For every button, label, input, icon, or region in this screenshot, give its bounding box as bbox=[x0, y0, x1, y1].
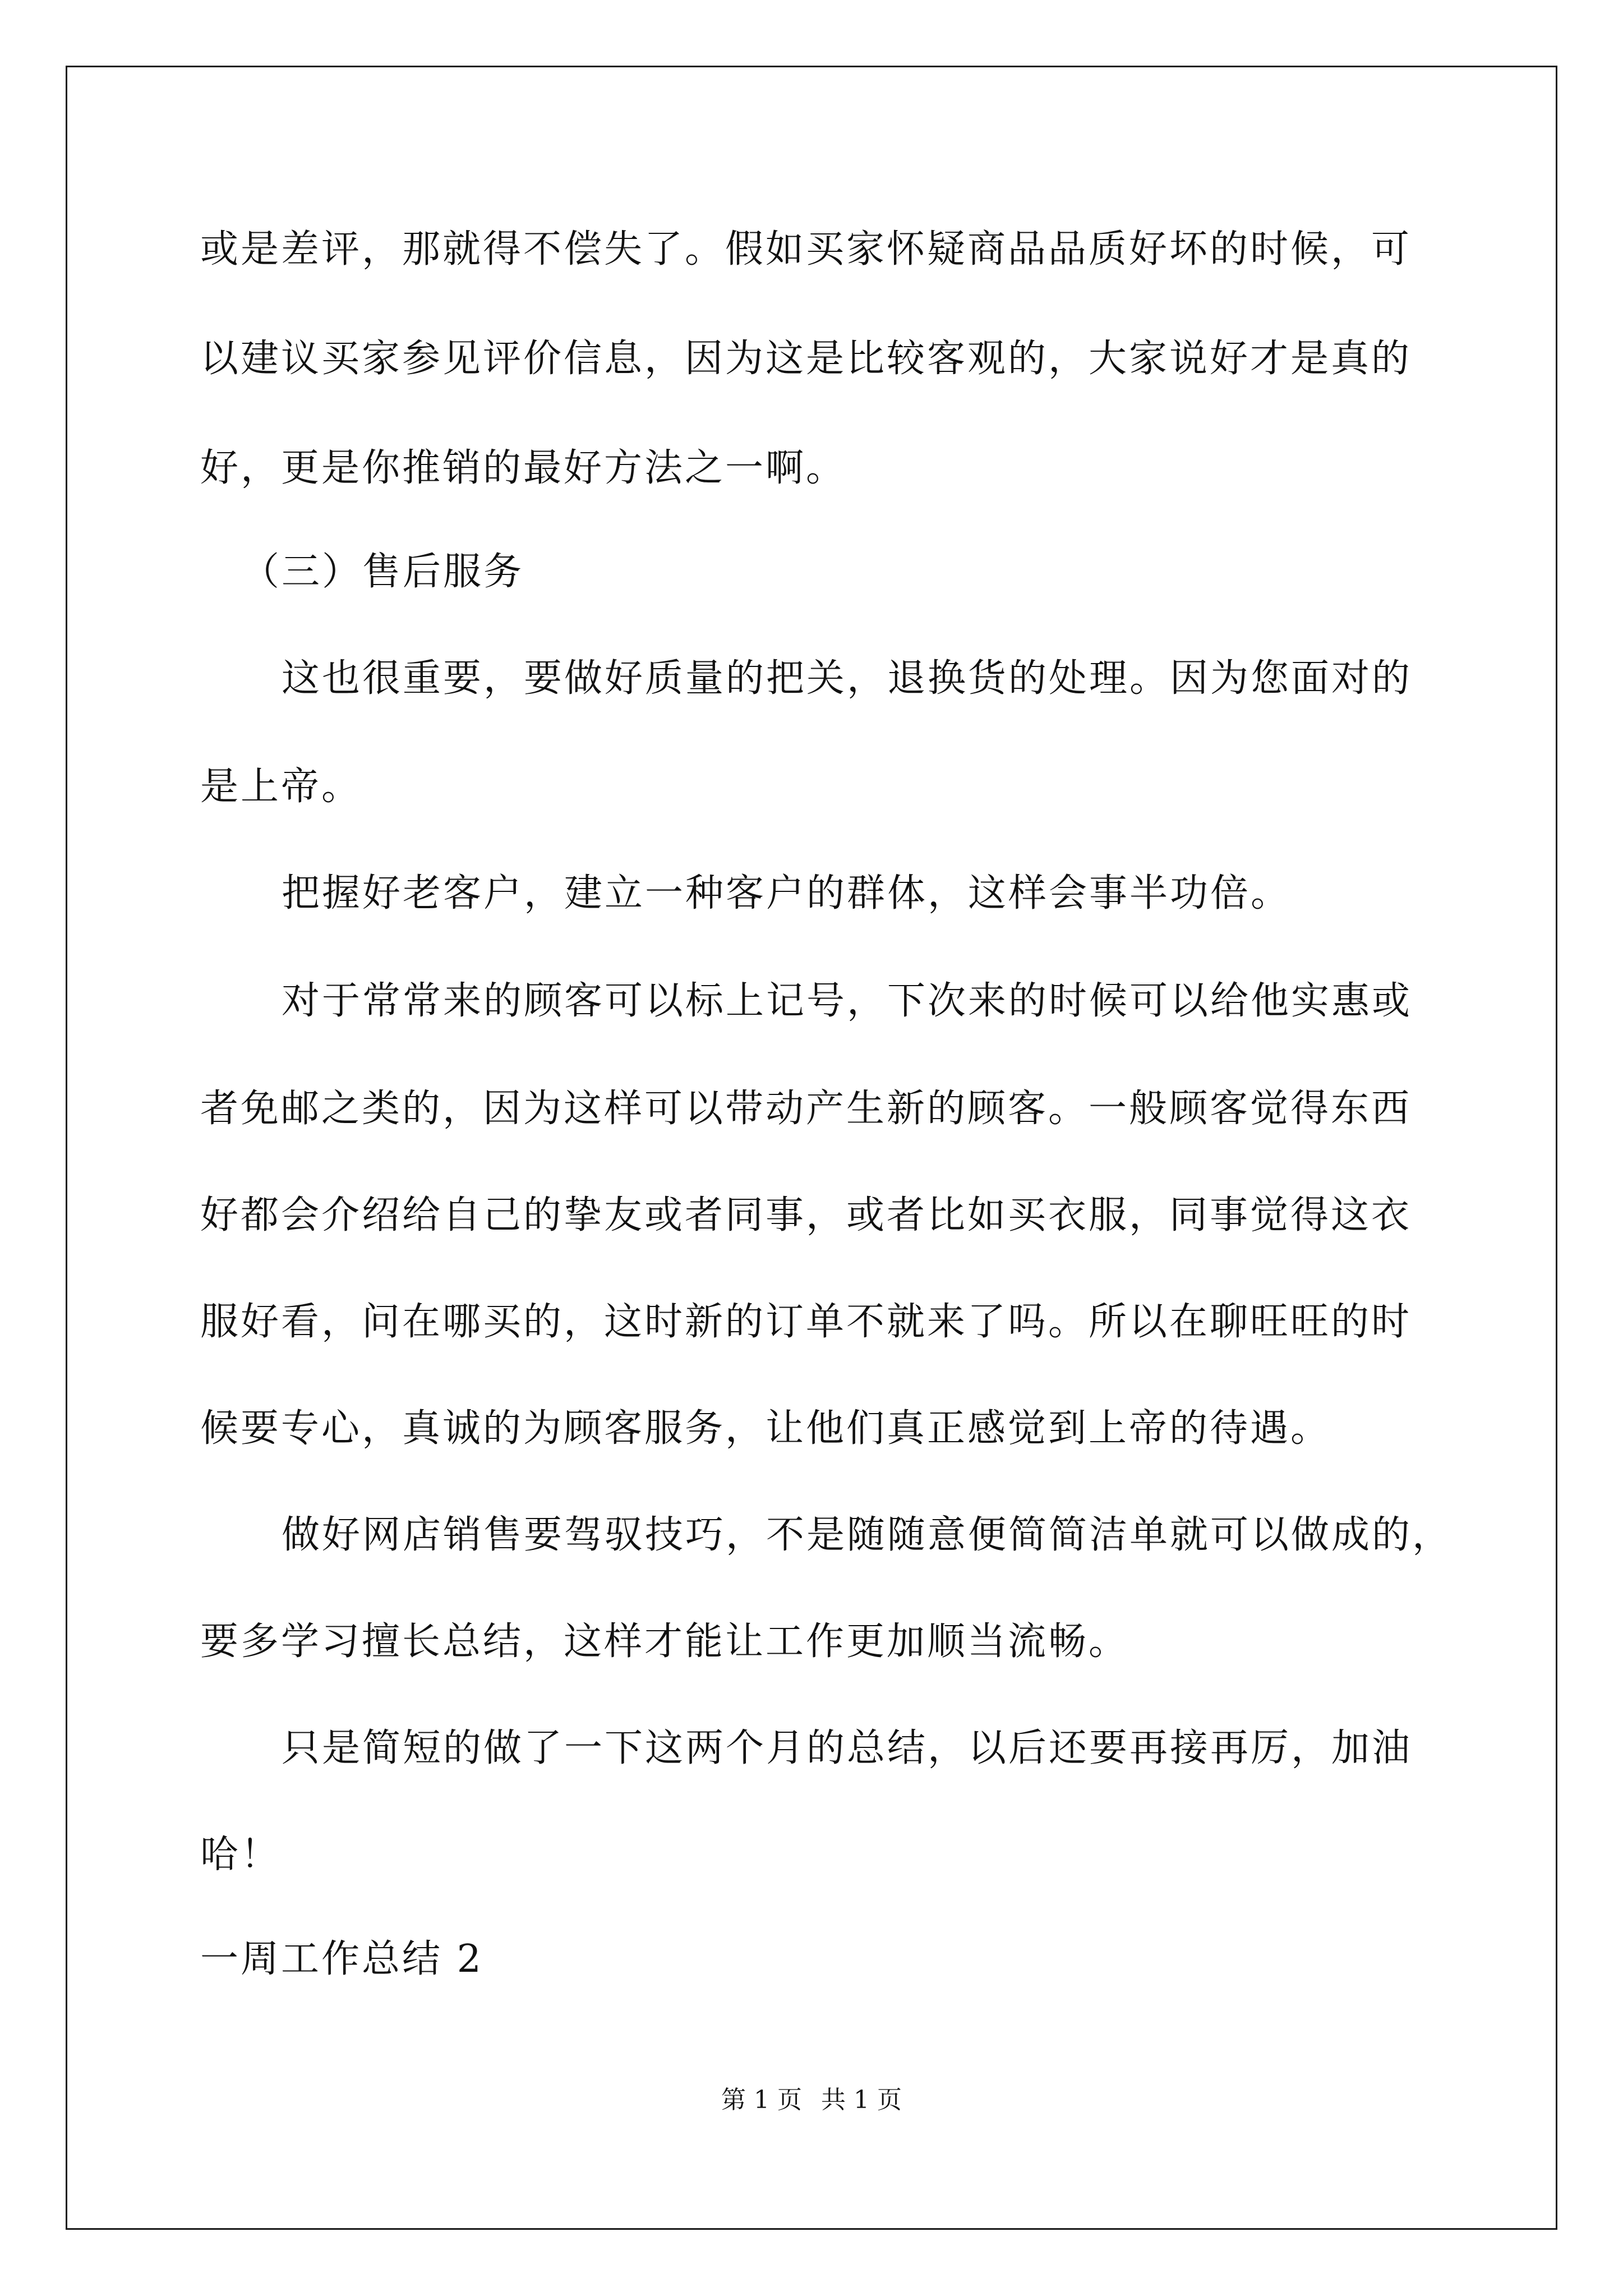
section-heading: （三）售后服务 bbox=[241, 550, 524, 594]
body-line: 要多学习擅长总结，这样才能让工作更加顺当流畅。 bbox=[200, 1619, 1129, 1664]
body-line: 是上帝。 bbox=[200, 765, 362, 809]
body-line: 哈！ bbox=[200, 1833, 282, 1877]
body-line: 服好看，问在哪买的，这时新的订单不就来了吗。所以在聊旺旺的时 bbox=[200, 1300, 1412, 1344]
body-line: 这也很重要，要做好质量的把关，退换货的处理。因为您面对的 bbox=[282, 656, 1413, 701]
body-line: 者免邮之类的，因为这样可以带动产生新的顾客。一般顾客觉得东西 bbox=[200, 1087, 1412, 1131]
body-line: 只是简短的做了一下这两个月的总结，以后还要再接再厉，加油 bbox=[282, 1726, 1413, 1770]
body-line: 以建议买家参见评价信息，因为这是比较客观的，大家说好才是真的 bbox=[200, 337, 1412, 381]
body-line: 对于常常来的顾客可以标上记号，下次来的时候可以给他实惠或 bbox=[282, 979, 1413, 1023]
body-line: 好都会介绍给自己的挚友或者同事，或者比如买衣服，同事觉得这衣 bbox=[200, 1193, 1412, 1237]
body-line: 把握好老客户，建立一种客户的群体，这样会事半功倍。 bbox=[282, 871, 1292, 915]
body-line: 候要专心，真诚的为顾客服务，让他们真正感觉到上帝的待遇。 bbox=[200, 1406, 1331, 1451]
body-line: 好，更是你推销的最好方法之一啊。 bbox=[200, 446, 847, 490]
body-line: 或是差评，那就得不偿失了。假如买家怀疑商品品质好坏的时候，可 bbox=[200, 227, 1412, 272]
page-total: 共 1 页 bbox=[821, 2086, 902, 2114]
page-border bbox=[66, 66, 1557, 2230]
page-footer bbox=[0, 2085, 1623, 2116]
section-title: 一周工作总结 2 bbox=[200, 1937, 483, 1981]
page-number: 第 1 页 bbox=[721, 2086, 802, 2114]
body-line: 做好网店销售要驾驭技巧，不是随随意便简简洁单就可以做成的， bbox=[282, 1513, 1453, 1557]
